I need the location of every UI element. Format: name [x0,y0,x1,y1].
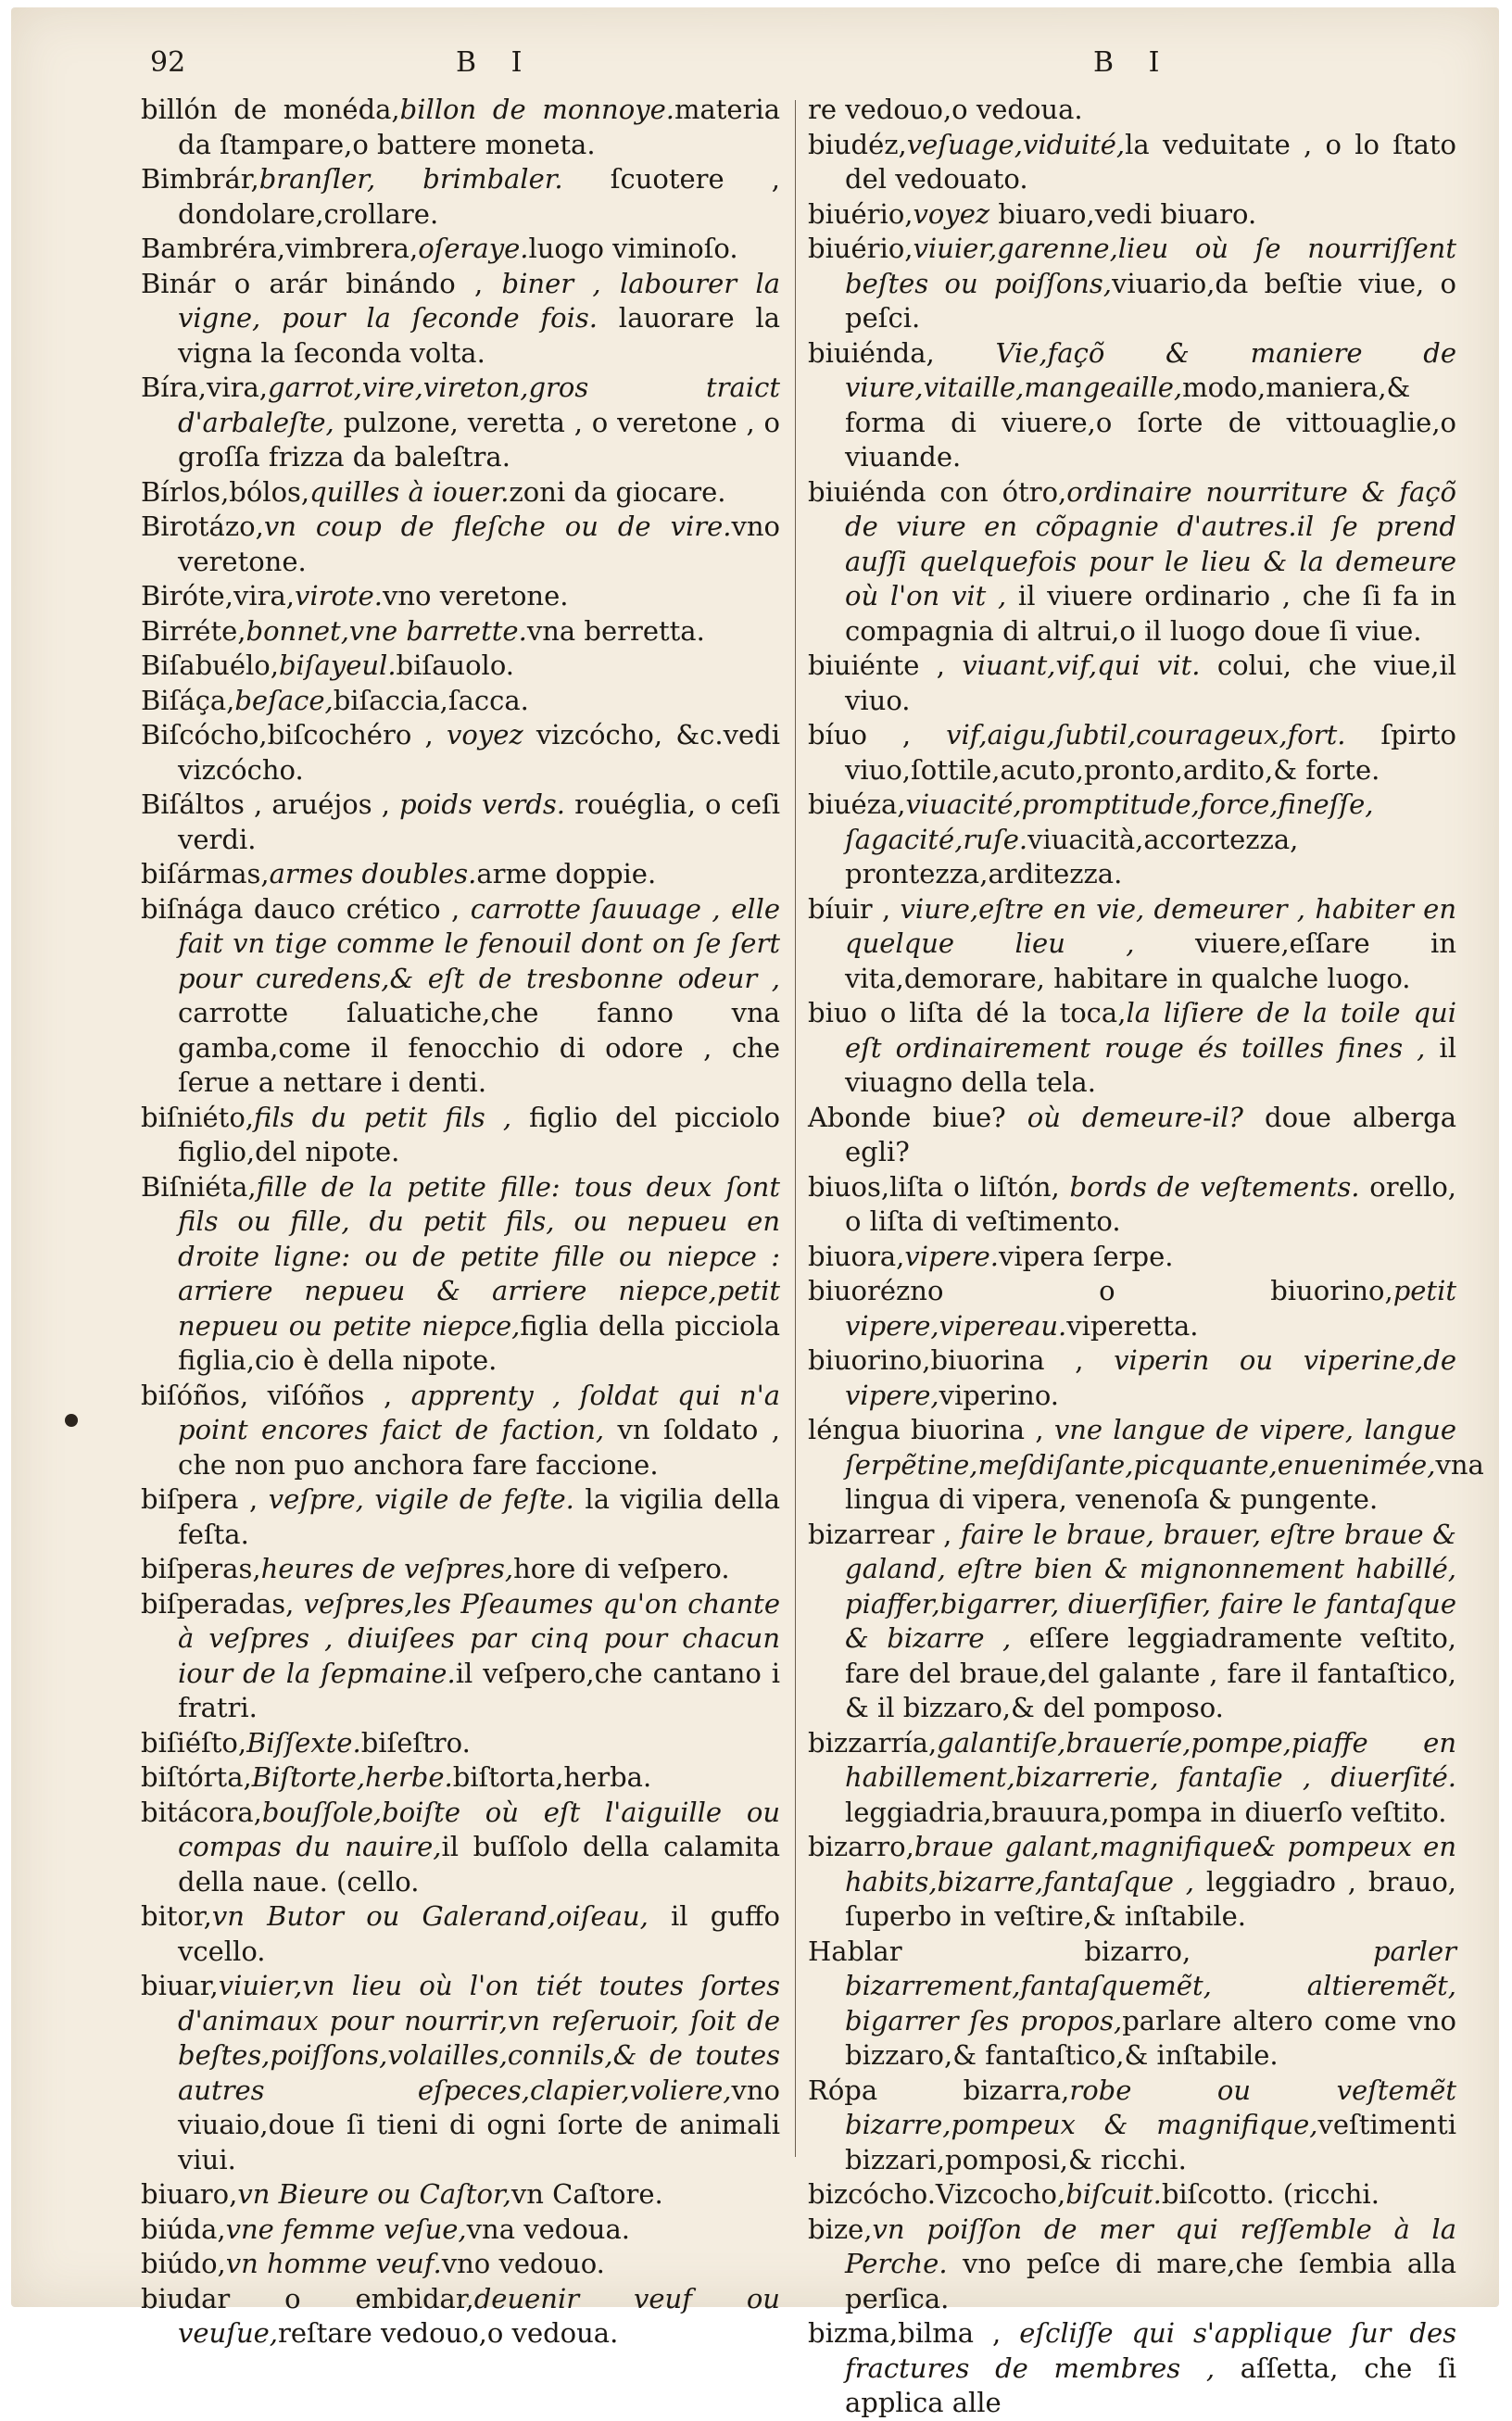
entry-french: quilles à iouer. [309,475,510,508]
entry-headword: billón de monéda, [141,94,400,125]
entry-french: ordinaire nourriture & façõ de viure en cõpagnie d'autres.il ſe prend auſſi quelquefois pour le lieu & la demeure où l'on vit , [845,475,1457,612]
entry-headword: biuos,liſta o liſtón, [808,1170,1070,1203]
entry-headword: biſtórta, [141,1761,252,1793]
entry-headword: Rópa bizarra, [808,2074,1070,2106]
dictionary-entry [808,1101,1456,1170]
entry-italian: modo,maniera,& forma di viuere,o ſorte de vittouaglie,o viuande. [845,372,1456,473]
dictionary-entry [141,2247,780,2282]
entry-italian: il viuere ordinario , che ſi fa in compagnia di altrui,o il luogo doue ſi viue. [845,580,1456,647]
entry-headword: biſnága dauco crético , [141,892,471,925]
entry-french: biſcuit. [1065,2178,1162,2210]
dictionary-entry [141,649,780,684]
entry-italian: vno peſce di mare,che ſembia alla perſica. [845,2248,1456,2314]
dictionary-entry [808,1343,1456,1413]
dictionary-entry [808,197,1456,233]
entry-french: viuier,garenne,lieu où ſe nourriſſent beſtes ou poiſſons, [845,233,1456,299]
left-column [141,93,780,2352]
dictionary-entry [141,1552,780,1587]
dictionary-entry [808,788,1456,892]
dictionary-entry [808,93,1456,128]
dictionary-entry [141,2282,780,2352]
entry-french: vn coup de fleſche ou de vire. [263,511,732,542]
right-column [808,93,1484,2421]
entry-headword: biſpera , [141,1483,269,1515]
entry-french: la liſiere de la toile qui eſt ordinairement rouge és toilles fines , [845,997,1456,1064]
entry-italian: eſſere leggiadramente veſtito, fare del braue,del galante , fare il fantaſtico, & il bizzaro,& del pomposo. [845,1622,1457,1723]
dictionary-entry [808,1274,1456,1343]
entry-french: apprenty , ſoldat qui n'a point encores faict de faction, [178,1379,780,1445]
entry-headword: biudéz, [808,128,907,160]
entry-italian: viperetta. [1066,1309,1199,1342]
entry-headword: biuorézno o biuorino, [808,1275,1393,1306]
entry-italian: aſſetta, che ſi applica alle [845,2352,1456,2418]
entry-italian: il guffo vcello. [178,1900,780,1967]
dictionary-entry [141,232,780,267]
entry-headword: Bíra,vira, [141,372,268,403]
entry-french: branſler, brimbaler. [258,163,563,195]
entry-headword: Biſcócho,biſcochéro , [141,719,447,750]
dictionary-entry [141,614,780,649]
entry-french: robe ou veſtemẽt bizarre,pompeux & magnifique, [845,2074,1456,2140]
entry-headword: bizzarría, [808,1726,938,1759]
entry-french: vn Butor ou Galerand,oiſeau, [211,1900,649,1932]
dictionary-entry [808,2177,1456,2213]
entry-french: garrot,vire,vireton,gros traict d'arbaleſte, [178,372,780,438]
dictionary-entry [808,2074,1456,2178]
entry-french: veſpres,les Pſeaumes qu'on chante à veſpres , diuiſees par cinq pour chacun iour de la ſepmaine. [178,1587,781,1689]
entry-headword: bizarrear , [808,1518,962,1550]
entry-french: parler bizarrement,fantaſquemẽt, altieremẽt, bigarrer ſes propos, [845,1935,1456,2036]
dictionary-entry [808,1726,1456,1831]
entry-italian: veſtimenti bizzari,pomposi,& ricchi. [845,2109,1456,2175]
entry-headword: biſiéſto, [141,1726,247,1759]
entry-headword: re vedouo,o vedoua. [808,94,1083,125]
entry-french: poids verds. [399,788,566,820]
entry-french: deuenir veuf ou veuſue, [178,2282,780,2349]
dictionary-entry [141,718,780,788]
entry-french: heures de veſpres, [260,1553,514,1584]
entry-headword: biſóños, viſóños , [141,1379,411,1411]
dictionary-entry [808,996,1456,1101]
dictionary-entry [808,1240,1456,1275]
entry-headword: biuiénte , [808,649,963,681]
entry-italian: orello, o liſta di veſtimento. [845,1170,1456,1237]
entry-italian: figlio del picciolo figlio,del nipote. [178,1101,780,1167]
entry-french: virote. [294,580,383,612]
entry-italian: colui, che viue,il viuo. [845,649,1456,716]
entry-headword: Bírlos,bólos, [141,475,310,508]
entry-italian: il veſpero,che cantano i fratri. [178,1657,780,1723]
entry-french: viuier,vn lieu où l'on tiét toutes ſortes d'animaux pour nourrir,vn reſeruoir, ſoit de beſtes,poiſſons,volailles,connils,& de toutes autres eſpeces,clapier,voliere, [178,1970,780,2106]
dictionary-entry [141,1969,780,2177]
dictionary-entry [141,510,780,579]
dictionary-entry [141,371,780,475]
entry-italian: vno vedouo. [441,2248,605,2279]
dictionary-entry [808,1518,1456,1726]
entry-french: viuacité,promptitude,force,fineſſe, ſagacité,ruſe. [845,788,1374,855]
dictionary-entry [808,336,1456,475]
entry-headword: biuério, [808,197,914,230]
entry-italian: pulzone, veretta , o veretone , o groſſa frizza da baleſtra. [178,406,780,473]
entry-headword: Biſabuélo, [141,649,279,681]
entry-headword: Bimbrár, [141,163,259,195]
entry-italian: biſtorta,herba. [452,1761,652,1793]
entry-italian: vna berretta. [526,614,705,647]
dictionary-entry [141,1726,780,1761]
entry-italian: viuere,eſſare in vita,demorare, habitare in qualche luogo. [845,927,1456,994]
entry-italian: vno veretone. [383,580,569,612]
entry-headword: biuério, [808,233,914,264]
dictionary-entry [141,2177,780,2213]
entry-french: fils du petit fils , [254,1101,512,1133]
entry-italian: biſeſtro. [360,1726,471,1759]
entry-french: viuant,vif,qui vit. [962,649,1201,681]
entry-headword: Biſáltos , aruéjos , [141,788,400,820]
entry-french: eſcliſſe qui s'applique ſur des fractures de membres , [845,2317,1456,2384]
entry-headword: bizma,bilma , [808,2317,1020,2349]
entry-italian: vna lingua di vipera, venenoſa & pungente. [845,1448,1484,1515]
entry-italian: parlare altero come vno bizzaro,& fantaſtico,& inſtabile. [845,2004,1457,2071]
entry-headword: biúdo, [141,2248,226,2279]
dictionary-entry [141,1587,780,1726]
dictionary-entry [808,2213,1456,2317]
entry-headword: biúda, [141,2213,226,2245]
entry-italian: ſpirto viuo,ſottile,acuto,pronto,ardito,& forte. [845,719,1456,786]
entry-french: viperin ou viperine,de vipere, [845,1344,1456,1411]
entry-italian: ſcuotere , dondolare,crollare. [178,163,780,230]
dictionary-entry [141,684,780,719]
dictionary-entry [808,1830,1456,1935]
dictionary-entry [808,128,1456,197]
dictionary-entry [808,1935,1456,2074]
entry-italian: vn ſoldato , che non puo anchora fare faccione. [178,1414,780,1481]
entry-french: où demeure-il? [1027,1101,1243,1133]
dictionary-entry [141,1379,780,1483]
entry-headword: bitácora, [141,1796,262,1828]
entry-italian: biſaccia,ſacca. [333,684,529,716]
entry-italian: viuario,da beſtie viue, o peſci. [845,267,1456,334]
dictionary-entry [808,1413,1484,1518]
entry-italian: doue alberga egli? [845,1101,1456,1167]
entry-french: veſuage,viduité, [906,128,1126,160]
dictionary-entry [141,579,780,614]
entry-headword: Abonde biue? [808,1101,1027,1133]
dictionary-entry [141,1101,780,1170]
dictionary-entry [141,1170,780,1379]
book-page [11,7,1499,2418]
entry-headword: bíuir , [808,892,901,925]
entry-italian: leggiadro , brauo, ſuperbo in veſtire,& inſtabile. [845,1865,1456,1932]
entry-italian: figlia della picciola figlia,cio è della nipote. [178,1309,781,1376]
entry-italian: vno viuaio,doue ſi tieni di ogni ſorte de animali viui. [178,2074,780,2175]
entry-headword: biuo o liſta dé la toca, [808,997,1127,1028]
entry-italian: la veduitate , o lo ſtato del vedouato. [845,128,1456,195]
entry-headword: léngua biuorina , [808,1414,1054,1445]
entry-french: braue galant,magnifique& pompeux en habits,bizarre,fantaſque , [845,1831,1456,1898]
dictionary-entry [141,788,780,857]
entry-headword: biudar o embidar, [141,2282,474,2314]
entry-italian: vna vedoua. [466,2213,630,2245]
page-number: 92 [150,46,186,79]
entry-italian: viuacità,accortezza, prontezza,arditezza. [845,823,1299,889]
entry-french: fille de la petite fille: tous deux ſont fils ou fille, du petit fils, ou nepueu en droite ligne: ou de petite fille ou niepce : arriere nepueu & arriere niepce,petit nepueu ou petite niepce, [178,1170,780,1342]
entry-french: vne femme veſue, [225,2213,467,2245]
entry-french: bonnet,vne barrette. [246,614,527,647]
entry-italian: arme doppie. [476,858,657,889]
left-running-title: B I [456,46,536,79]
entry-italian: rouéglia, o ceſi verdi. [178,788,780,855]
dictionary-entry [808,475,1456,649]
entry-french: bouſſole,boiſte où eſt l'aiguille ou compas du nauire, [178,1796,780,1862]
entry-french: petit vipere,vipereau. [845,1275,1456,1342]
dictionary-entry [808,1170,1456,1240]
entry-french: oſeraye. [418,233,529,264]
entry-italian: vn Caſtore. [510,2178,663,2210]
entry-italian: carrotte ſaluatiche,che fanno vna gamba,come il fenocchio di odore , che ſerue a nettare i denti. [178,997,780,1098]
dictionary-entry [141,1899,780,1969]
dictionary-entry [141,93,780,162]
dictionary-entry [808,718,1456,788]
entry-italian: vizcócho, &c.vedi vizcócho. [178,719,780,786]
entry-french: vn homme veuf. [225,2248,442,2279]
dictionary-entry [141,857,780,892]
entry-french: vipere. [904,1240,999,1272]
entry-french: biner , labourer la vigne, pour la ſeconde fois. [178,267,781,334]
entry-french: carrotte ſauuage , elle fait vn tige comme le fenouil dont on ſe ſert pour curedens,& eſt de tresbonne odeur , [178,892,781,994]
entry-headword: biſperas, [141,1553,261,1584]
entry-italian: leggiadria,brauura,pompa in diuerſo veſtito. [845,1796,1447,1828]
entry-french: armes doubles. [269,858,477,889]
entry-headword: biuorino,biuorina , [808,1344,1115,1376]
entry-headword: biſniéto, [141,1101,255,1133]
entry-italian: biuaro,vedi biuaro. [989,197,1257,230]
entry-italian: la vigilia della feſta. [178,1483,780,1550]
dictionary-entry [141,892,780,1101]
entry-headword: bitor, [141,1900,212,1932]
entry-french: viure,eſtre en vie, demeurer , habiter en quelque lieu , [845,892,1456,959]
entry-headword: bíuo , [808,719,947,750]
entry-headword: Biſáça, [141,684,235,716]
entry-headword: Bambréra,vimbrera, [141,233,419,264]
entry-headword: bizarro, [808,1831,914,1862]
entry-italian: vno veretone. [178,511,780,577]
entry-italian: il viuagno della tela. [845,1031,1456,1098]
entry-french: vne langue de vipere, langue ſerpẽtine,meſdiſante,picquante,enuenimée, [845,1414,1456,1481]
entry-headword: Binár o arár binándo , [141,267,502,299]
entry-french: voyez [913,197,990,230]
entry-headword: biuar, [141,1970,219,2001]
entry-headword: bize, [808,2213,873,2245]
dictionary-entry [141,162,780,232]
dictionary-entry [141,267,780,372]
entry-headword: Biróte,vira, [141,580,295,612]
entry-french: Biſtorte,herbe. [251,1761,453,1793]
entry-french: beſace, [234,684,334,716]
entry-italian: luogo viminoſo. [528,233,738,264]
entry-headword: Birréte, [141,614,246,647]
entry-french: faire le braue, brauer, eſtre braue & galand, eſtre bien & mignonnement habillé, piaffer,bigarrer, diuerſifier, faire le fantaſque & bizarre , [845,1518,1456,1654]
entry-headword: Hablar bizarro, [808,1935,1373,1967]
entry-french: voyez [446,719,523,750]
entry-headword: biſármas, [141,858,270,889]
entry-french: vif,aigu,ſubtil,courageux,fort. [946,719,1346,750]
dictionary-entry [141,1760,780,1796]
entry-headword: biuéza, [808,788,906,820]
right-running-title: B I [1093,46,1173,79]
dictionary-entry [141,1796,780,1900]
entry-headword: biuora, [808,1240,905,1272]
entry-french: veſpre, vigile de feſte. [268,1483,574,1515]
entry-french: vn poiſſon de mer qui reſſemble à la Perche. [845,2213,1456,2279]
entry-headword: biuaro, [141,2178,238,2210]
dictionary-entry [808,649,1456,718]
column-divider [795,100,796,2157]
entry-italian: lauorare la vigna la ſeconda volta. [178,302,780,369]
entry-french: billon de monnoye. [399,94,674,125]
entry-headword: biuiénda, [808,336,996,369]
entry-french: galantiſe,braueríe,pompe,piaffe en habillement,bizarrerie, fantaſie , diuerſité. [845,1726,1456,1793]
dictionary-entry [141,2213,780,2248]
entry-headword: biuiénda con ótro, [808,475,1067,508]
entry-headword: biſperadas, [141,1587,304,1620]
dictionary-entry [808,892,1456,997]
dictionary-entry [141,475,780,511]
dictionary-entry [808,2316,1456,2421]
dictionary-entry [141,1482,780,1552]
running-header [141,43,1443,89]
entry-italian: hore di veſpero. [513,1553,730,1584]
entry-french: Biſſexte. [246,1726,361,1759]
entry-headword: Biſniéta, [141,1170,257,1203]
dictionary-entry [808,232,1456,336]
entry-italian: reſtare vedouo,o vedoua. [278,2317,619,2349]
entry-italian: materia da ſtampare,o battere moneta. [178,94,780,160]
entry-italian: biſauolo. [396,649,514,681]
entry-french: vn Bieure ou Caſtor, [237,2178,511,2210]
entry-italian: viperino. [939,1379,1060,1411]
entry-italian: vipera ſerpe. [999,1240,1174,1272]
entry-headword: bizcócho.Vizcocho, [808,2178,1066,2210]
ink-spot [65,1414,78,1427]
entry-french: bords de veſtements. [1069,1170,1360,1203]
entry-italian: il buſſolo della calamita della naue. (cello. [178,1831,780,1898]
entry-headword: Birotázo, [141,511,264,542]
entry-italian: biſcotto. (ricchi. [1161,2178,1380,2210]
entry-french: Vie,façõ & maniere de viure,vitaille,mangeaille, [845,336,1457,403]
entry-italian: zoni da giocare. [509,475,726,508]
entry-french: biſayeul. [278,649,397,681]
